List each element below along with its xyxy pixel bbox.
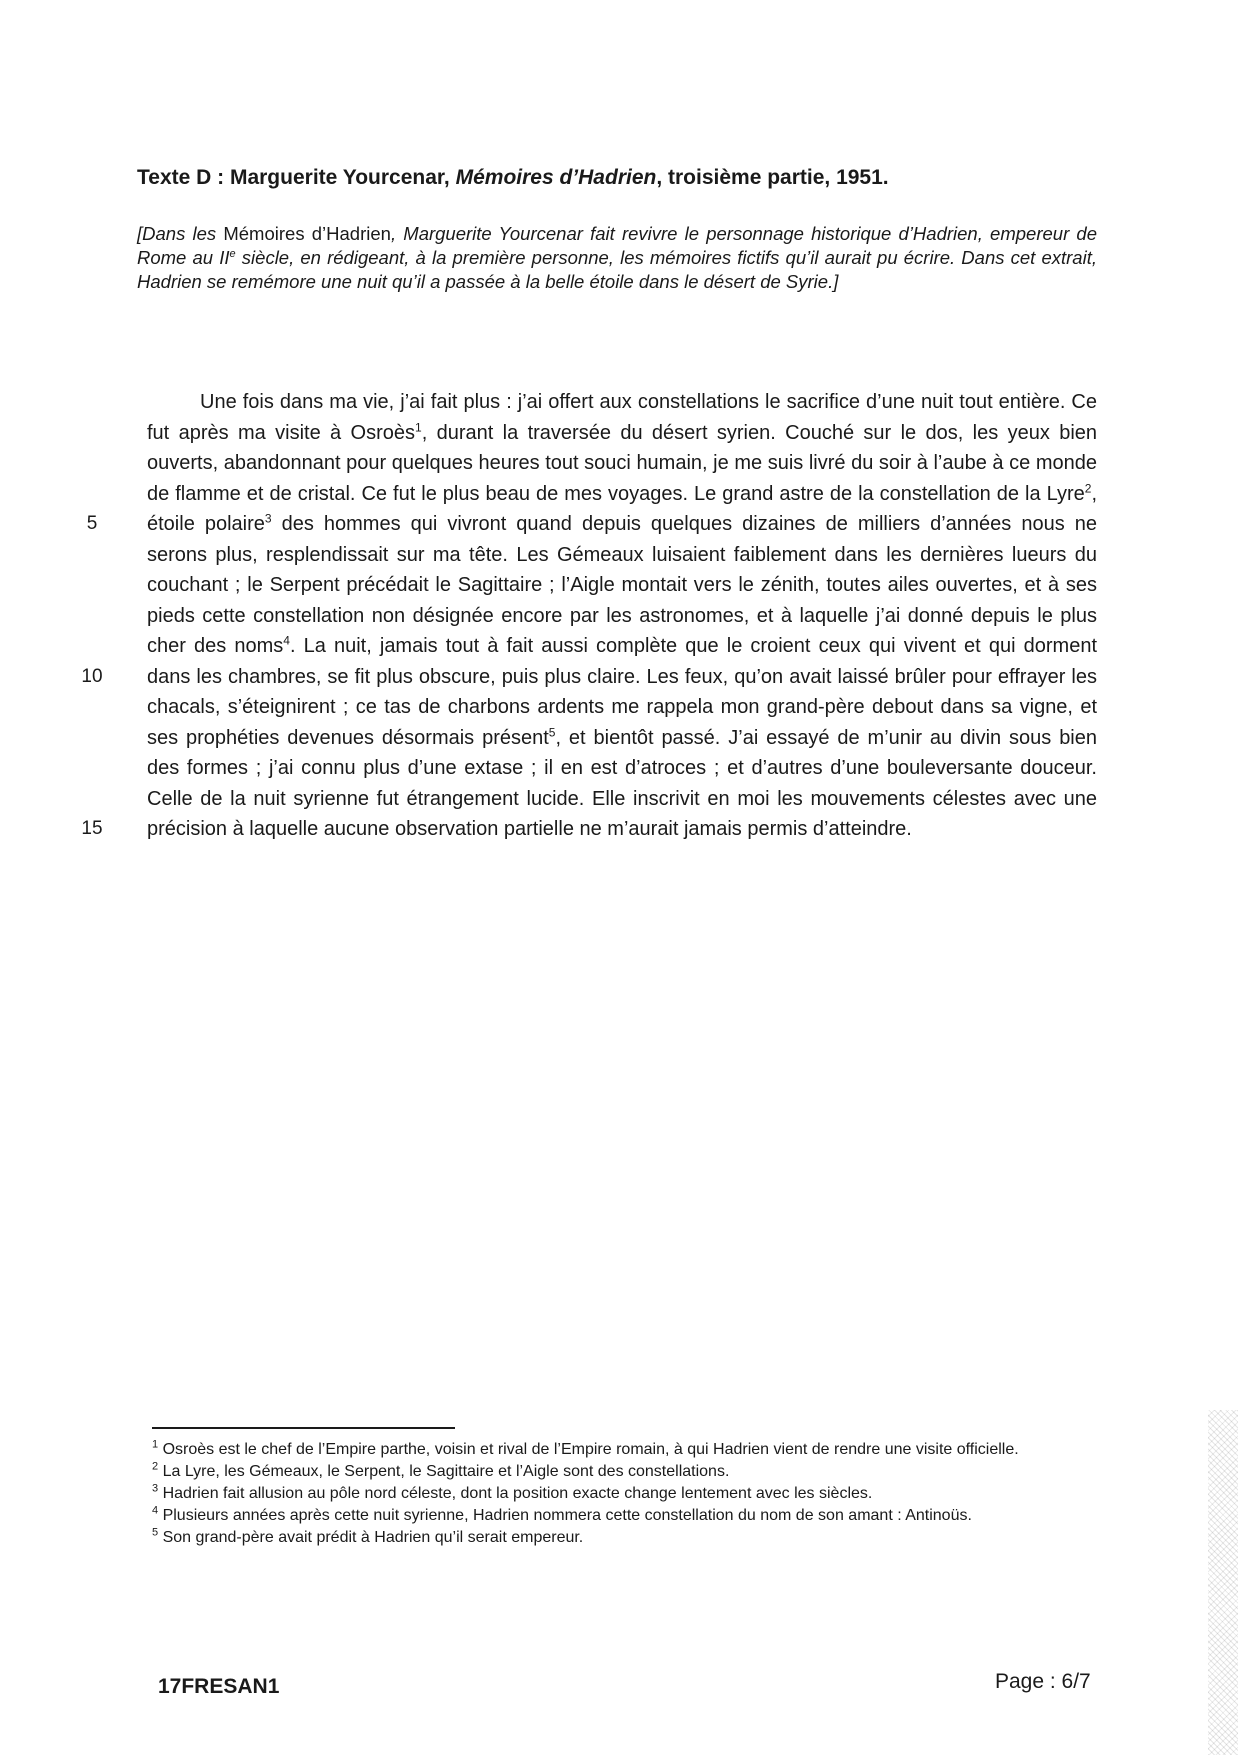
footnote-text: Plusieurs années après cette nuit syrienne, Hadrien nommera cette constellation du nom de son amant : Antinoüs.	[158, 1507, 972, 1524]
title-work: Mémoires d’Hadrien	[455, 166, 657, 189]
footnote-text: Osroès est le chef de l’Empire parthe, voisin et rival de l’Empire romain, à qui Hadrien vient de rendre une visite officielle.	[158, 1441, 1019, 1458]
line-number-5: 5	[86, 513, 98, 534]
footnote-num: 5	[152, 1526, 159, 1539]
footnote-ref-2: 2	[1084, 480, 1092, 495]
intro-work: Mémoires d’Hadrien	[223, 223, 391, 244]
intro-sup: e	[229, 247, 236, 260]
footnote-text: La Lyre, les Gémeaux, le Serpent, le Sagittaire et l’Aigle sont des constellations.	[158, 1463, 730, 1480]
intro-part2: , Marguerite Yourcenar fait revivre le personnage historique d’Hadrien, empereur de Rome au II	[137, 223, 1097, 268]
passage-text	[147, 387, 1097, 845]
scan-artifact	[1208, 1410, 1238, 1755]
passage-seg4: des hommes qui vivront quand depuis quelques dizaines de milliers d’années nous ne serons plus, resplendissait sur ma tête. Les Gémeaux luisaient faiblement dans les dernières lueurs du couchant ; le Serpent précédait le Sagittaire ; l’Aigle montait vers le zénith, toutes ailes ouvertes, et à ses pieds cette constellation non désignée encore par les astronomes, et à laquelle j’ai donné depuis le plus cher des noms	[147, 513, 1097, 657]
footnotes	[152, 1439, 1107, 1549]
text-title	[137, 166, 1097, 190]
footnote-ref-1: 1	[415, 419, 422, 434]
footnote-num: 2	[152, 1460, 159, 1473]
footnote-ref-4: 4	[283, 633, 290, 648]
footnote-2	[152, 1461, 1107, 1483]
passage-seg2: , durant la traversée du désert syrien. Couché sur le dos, les yeux bien ouverts, abandonnant pour quelques heures tout souci humain, je me suis livré du soir à l’aube à ce monde de flamme et de cristal. Ce fut le plus beau de mes voyages. Le grand astre de la constellation de la Lyre	[147, 421, 1098, 505]
document-code: 17FRESAN1	[158, 1675, 280, 1698]
footnote-text: Hadrien fait allusion au pôle nord céleste, dont la position exacte change lentement avec les siècles.	[158, 1485, 873, 1502]
footnote-text: Son grand-père avait prédit à Hadrien qu’il serait empereur.	[158, 1529, 584, 1546]
footnote-num: 1	[152, 1438, 159, 1451]
footnote-3	[152, 1483, 1107, 1505]
intro-note	[137, 222, 1097, 294]
title-suffix: , troisième partie, 1951.	[656, 166, 889, 189]
passage-seg5: . La nuit, jamais tout à fait aussi complète que le croient ceux qui vivent et qui dorment dans les chambres, se fit plus obscure, puis plus claire. Les feux, qu’on avait laissé brûler pour effrayer les chacals, s’éteignirent ; ce tas de charbons ardents me rappela mon grand-père debout dans sa vigne, et ses prophéties devenues désormais présent	[147, 635, 1097, 749]
passage-seg1: Une fois dans ma vie, j’ai fait plus : j’ai offert aux constellations le sacrifice d’une nuit tout entière. Ce fut après ma visite à Osroès	[147, 391, 1097, 444]
intro-part1: [Dans les	[137, 223, 224, 244]
footnote-1	[152, 1439, 1107, 1461]
line-number-15: 15	[81, 818, 103, 839]
line-number-10: 10	[81, 665, 103, 687]
page-number: Page : 6/7	[995, 1670, 1091, 1693]
footnote-ref-5: 5	[548, 724, 556, 739]
footnote-5	[152, 1527, 1107, 1549]
title-prefix: Texte D : Marguerite Yourcenar,	[137, 166, 456, 189]
intro-part3: siècle, en rédigeant, à la première personne, les mémoires fictifs qu’il aurait pu écrire. Dans cet extrait, Hadrien se remémore une nuit qu’il a passée à la belle étoile dans le désert de Syrie.]	[137, 247, 1097, 292]
line-numbers	[72, 387, 112, 845]
footnote-divider	[152, 1427, 455, 1429]
passage-seg6: , et bientôt passé. J’ai essayé de m’unir au divin sous bien des formes ; j’ai connu plus d’une extase ; il en est d’atroces ; et d’autres d’une bouleversante douceur. Celle de la nuit syrienne fut étrangement lucide. Elle inscrivit en moi les mouvements célestes avec une précision à laquelle aucune observation partielle ne m’aurait jamais permis d’atteindre.	[147, 726, 1098, 840]
footnote-num: 3	[152, 1482, 159, 1495]
footnote-ref-3: 3	[264, 511, 272, 526]
footnote-4	[152, 1505, 1107, 1527]
footnote-num: 4	[152, 1504, 159, 1517]
passage-seg3: , étoile polaire	[147, 482, 1097, 535]
